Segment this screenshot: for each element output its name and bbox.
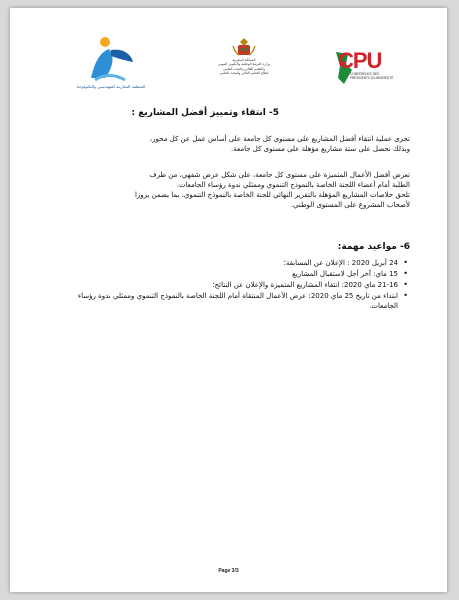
ministry-logo (192, 36, 296, 84)
cpu-logo-text: CPU (338, 48, 382, 73)
list-item: • 21-16 ماي 2020: انتقاء المشاريع المتميزة والإعلان عن النتائج؛ (50, 280, 410, 290)
list-item: • ابتداء من تاريخ 25 ماي 2020: عرض الأعمال المنتقاة أمام اللجنة الخاصة بالنموذج التنموي وممثلي ندوة رؤساء الجامعات. (50, 291, 410, 311)
list-item: • 24 أبريل 2020 : الإعلان عن المسابقة؛ (50, 258, 410, 268)
section-5-paragraph-2: تعرض أفضل الأعمال المتميزة على مستوى كل جامعة، على شكل عرض شفهي، من طرف الطلبة أمام أعضاء اللجنة الخاصة بالنموذج التنموي وممثلي ندوة رؤساء الجامعات. تلحق خلاصات المشاريع المؤهلة بالتقرير النهائي للجنة الخاصة بالنموذج التنموي، بما يضمن بروزا لأصحاب المشروع على المستوى الوطني. (134, 171, 410, 209)
left-logo-caption: المنظمة المغاربية للمهندسين والتكنولوجيا (76, 84, 146, 89)
figure-logo-icon (65, 34, 157, 84)
document-page (10, 8, 447, 592)
section-5-heading: 5- انتقاء وتمييز أفضل المشاريع : (131, 108, 279, 118)
list-item: • 15 ماي: آخر أجل لاستقبال المشاريع (50, 269, 410, 279)
left-organization-logo (65, 34, 157, 108)
cpu-logo-caption: CONFÉRENCE DES PRÉSIDENTS D'UNIVERSITÉ (350, 72, 394, 80)
section-6-heading: 6- مواعيد مهمة: (337, 242, 410, 252)
page-number: Page 3/3 (218, 568, 239, 574)
cpu-logo (332, 48, 396, 98)
important-dates-list (50, 258, 410, 312)
ministry-logo-text: المملكة المغربية وزارة التربية الوطنية والتكوين المهني والتعليم العالي والبحث العلمي قطاع التعليم العالي والبحث العلمي (217, 58, 271, 76)
coat-of-arms-icon (230, 36, 258, 58)
section-5-paragraph-1: تجرى عملية انتقاء أفضل المشاريع على مستوى كل جامعة على أساس عمل عن كل محور، وبذلك نحصل على ستة مشاريع مؤهلة على مستوى كل جامعة. (149, 135, 410, 153)
